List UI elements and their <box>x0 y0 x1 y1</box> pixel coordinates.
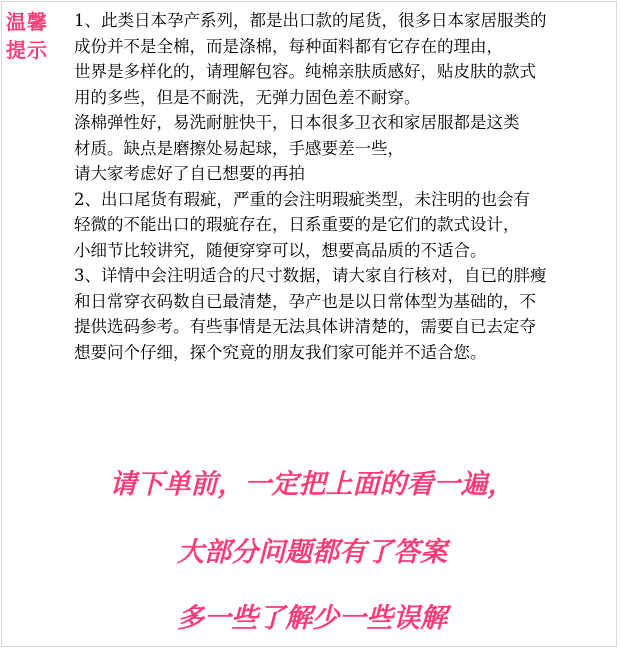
page-frame <box>1 1 617 647</box>
note-line: 涤棉弹性好，易洗耐脏快干，日本很多卫衣和家居服都是这类 <box>74 113 520 132</box>
notice-tag-line-1: 温馨 <box>6 10 48 34</box>
notes-body <box>74 8 614 365</box>
note-line: 和日常穿衣码数自已最清楚，孕产也是以日常体型为基础的，不 <box>74 291 536 311</box>
note-line: 2、出口尾货有瑕疵，严重的会注明瑕疵类型，未注明的也会有 <box>74 189 530 209</box>
note-line: 成份并不是全棉，而是涤棉，每种面料都有它存在的理由， <box>74 36 503 56</box>
note-line: 材质。缺点是磨擦处易起球，手感要差一些， <box>74 138 404 158</box>
note-line: 轻微的不能出口的瑕疵存在，日系重要的是它们的款式设计， <box>74 215 520 234</box>
note-line: 用的多些，但是不耐洗，无弹力固色差不耐穿。 <box>74 87 421 107</box>
note-line: 1、此类日本孕产系列，都是出口款的尾货，很多日本家居服类的 <box>74 11 547 30</box>
note-line: 提供选码参考。有些事情是无法具体讲清楚的，需要自已去定夺 <box>74 317 536 336</box>
note-line: 小细节比较讲究，随便穿穿可以，想要高品质的不适合。 <box>74 240 487 260</box>
warning-line-2: 大部分问题都有了答案 <box>177 537 447 568</box>
note-line: 想要问个仔细，探个究竟的朋友我们家可能并不适合您。 <box>74 342 487 362</box>
note-line: 世界是多样化的，请理解包容。纯棉亲肤质感好，贴皮肤的款式 <box>74 62 536 81</box>
warning-line-1: 请下单前，一定把上面的看一遍， <box>109 469 515 500</box>
notice-tag <box>6 8 58 64</box>
note-line: 3、详情中会注明适合的尺寸数据，请大家自行核对，自已的胖瘦 <box>74 266 547 285</box>
notice-tag-line-2: 提示 <box>6 38 48 62</box>
warning-line-3: 多一些了解少一些误解 <box>177 603 447 634</box>
note-line: 请大家考虑好了自已想要的再拍 <box>74 164 305 183</box>
